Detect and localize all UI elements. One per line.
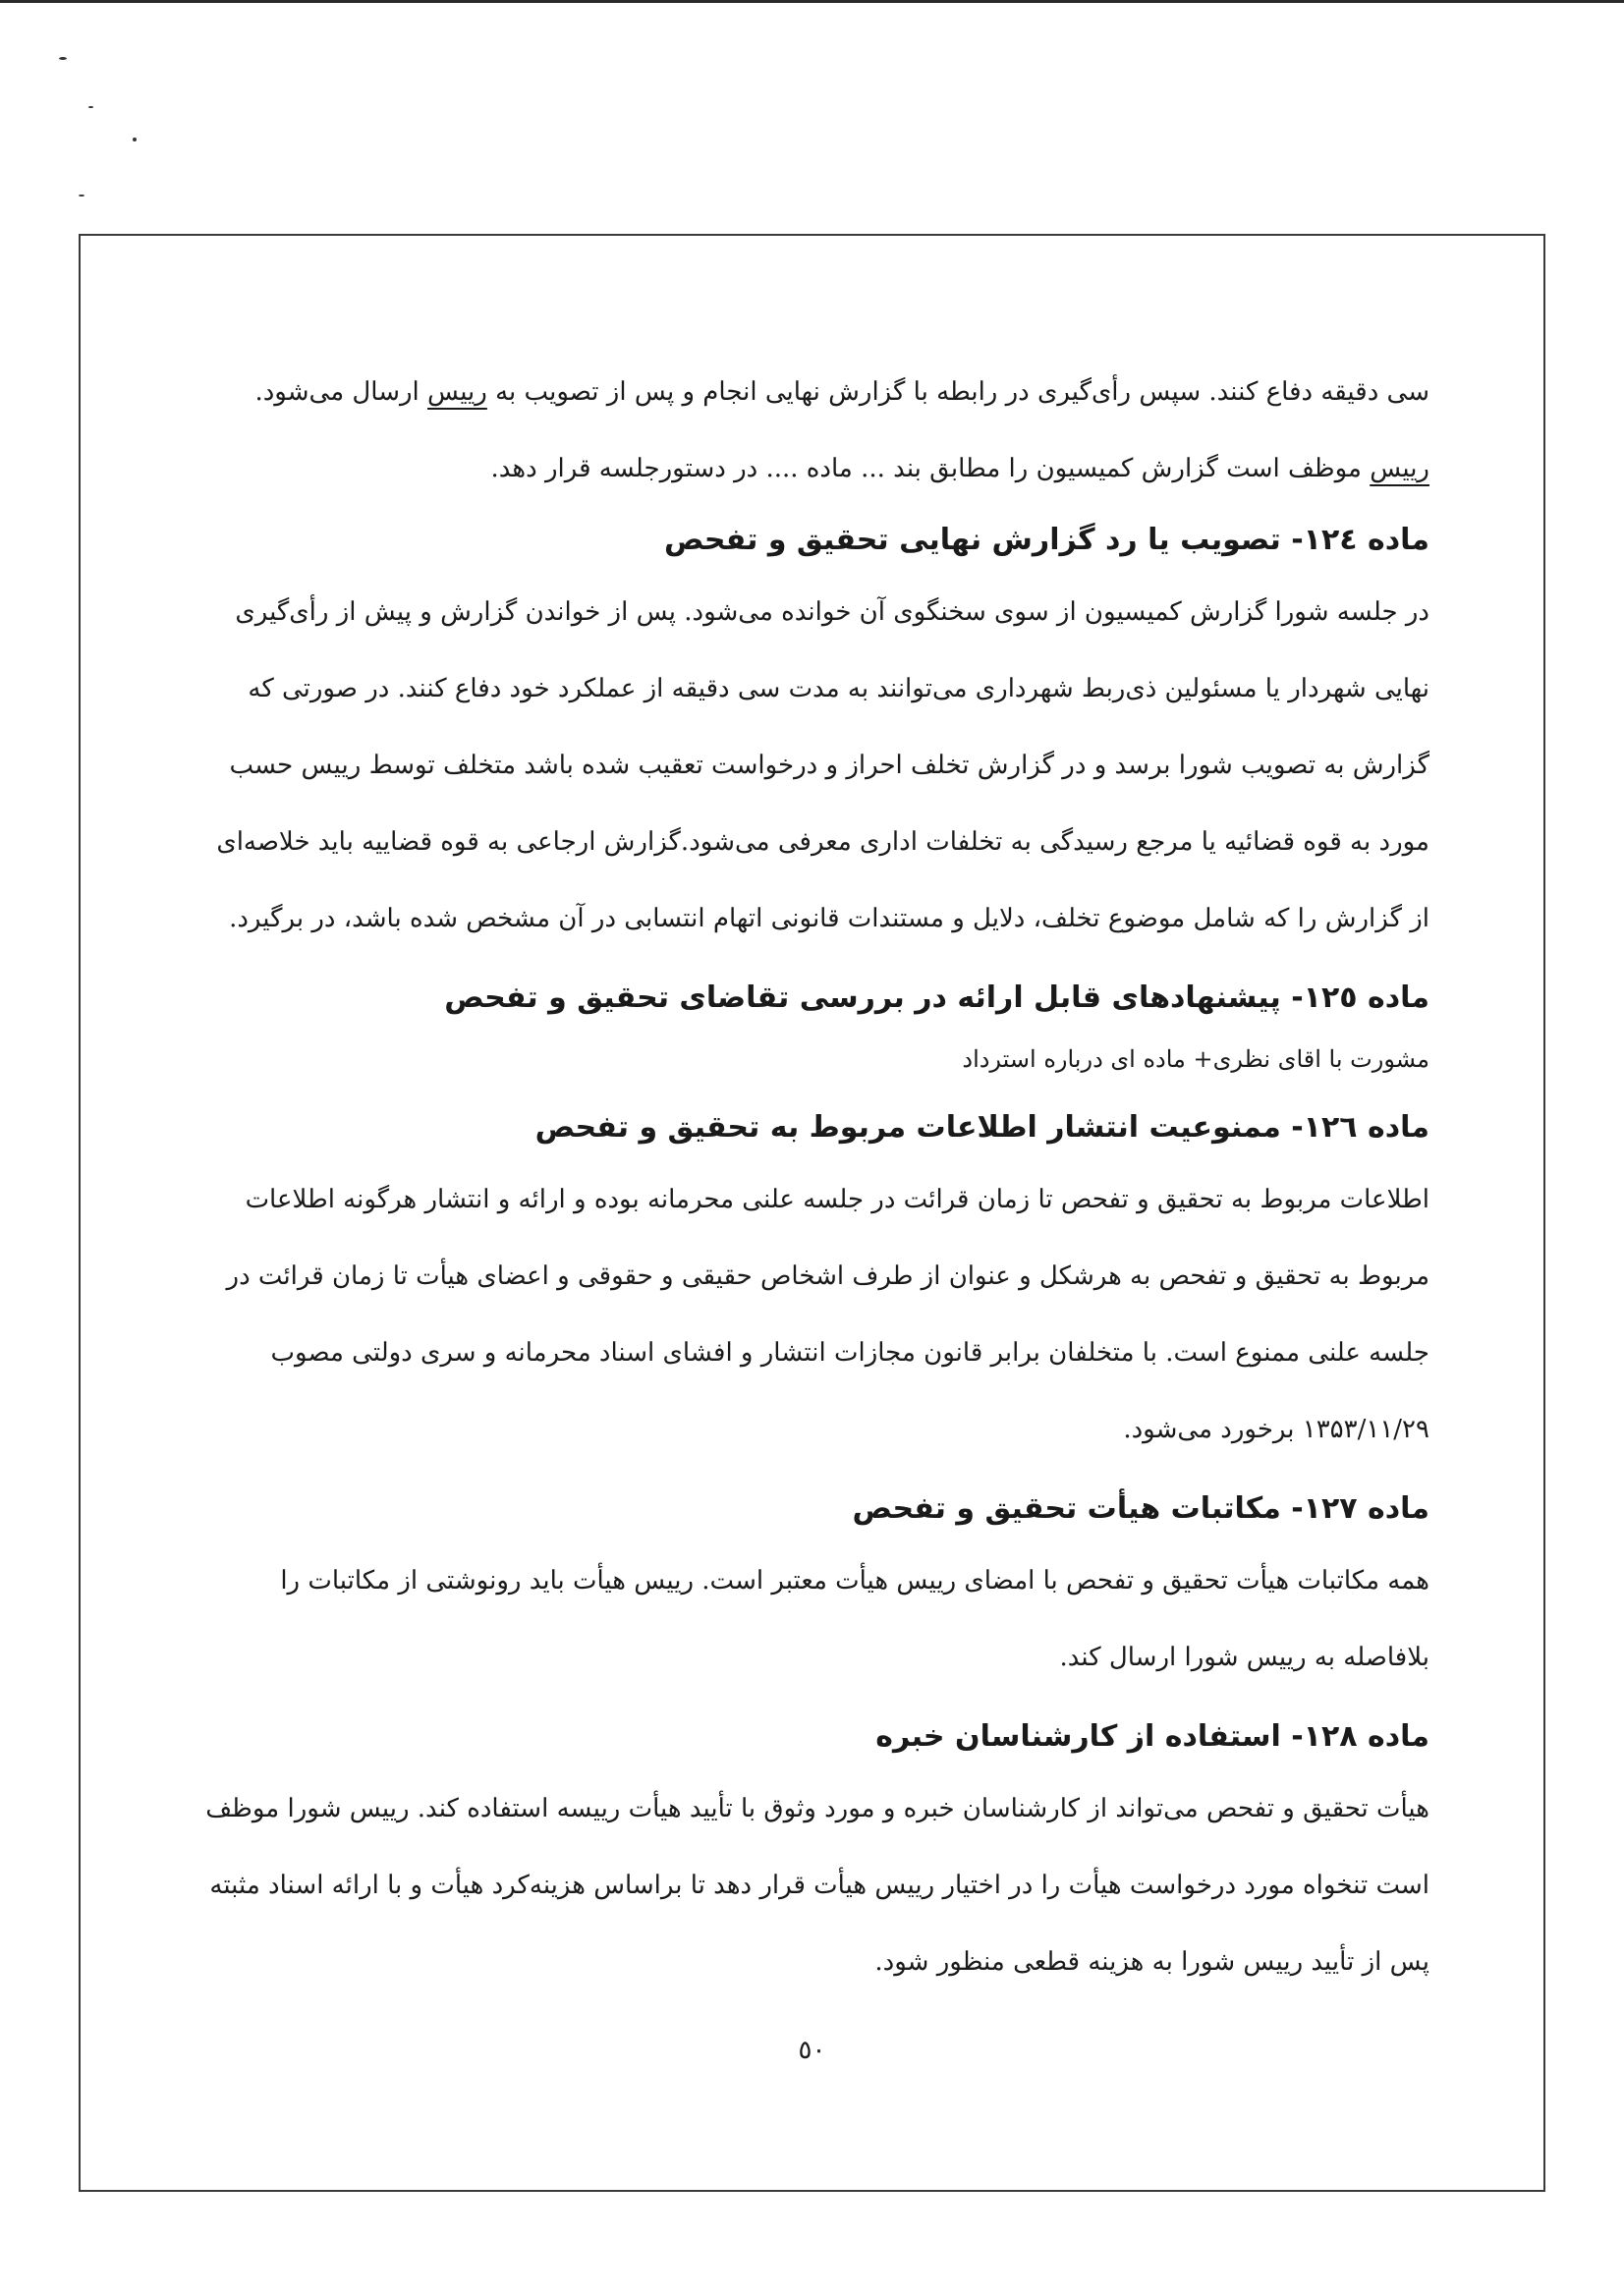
article-126-heading: ماده ۱۲٦- ممنوعیت انتشار اطلاعات مربوط به تحقیق و تفحص xyxy=(534,1110,1429,1145)
body-line: پس از تأیید رییس شورا به هزینه قطعی منظور شود. xyxy=(874,1947,1429,1977)
document-body xyxy=(196,354,1429,2000)
body-line: سی دقیقه دفاع کنند. سپس رأی‌گیری در رابطه با گزارش نهایی انجام و پس از تصویب به رییس ارسال می‌شود. xyxy=(254,377,1429,407)
scan-speck xyxy=(59,57,67,60)
body-line: بلافاصله به رییس شورا ارسال کند. xyxy=(1059,1643,1429,1672)
body-line: گزارش به تصویب شورا برسد و در گزارش تخلف احراز و درخواست تعقیب شده باشد متخلف توسط رییس حسب xyxy=(229,751,1429,780)
underlined-word: رییس xyxy=(1370,454,1429,483)
underlined-word: رییس xyxy=(427,377,487,407)
article-128-heading: ماده ۱۲۸- استفاده از کارشناسان خبره xyxy=(875,1719,1429,1754)
page-number: ٥٠ xyxy=(798,2036,826,2065)
scan-speck xyxy=(133,138,137,141)
article-127-heading: ماده ۱۲۷- مکاتبات هیأت تحقیق و تفحص xyxy=(852,1491,1429,1526)
body-line: همه مکاتبات هیأت تحقیق و تفحص با امضای رییس هیأت معتبر است. رییس هیأت باید رونوشتی از مکاتبات را xyxy=(280,1566,1429,1596)
body-line: رییس موظف است گزارش کمیسیون را مطابق بند ... ماده .... در دستورجلسه قرار دهد. xyxy=(490,454,1429,483)
note-line: مشورت با اقای نظری+ ماده ای درباره استرداد xyxy=(962,1045,1429,1073)
body-line: جلسه علنی ممنوع است. با متخلفان برابر قانون مجازات انتشار و افشای اسناد محرمانه و سری دولتی مصوب xyxy=(270,1338,1429,1368)
scan-speck xyxy=(88,106,93,108)
body-line: در جلسه شورا گزارش کمیسیون از سوی سخنگوی آن خوانده می‌شود. پس از خواندن گزارش و پیش از رأی‌گیری xyxy=(235,597,1429,627)
body-line: ۱۳۵۳/۱۱/۲۹ برخورد می‌شود. xyxy=(1123,1415,1429,1444)
article-124-heading: ماده ۱۲٤- تصویب یا رد گزارش نهایی تحقیق و تفحص xyxy=(663,523,1429,557)
body-line: مربوط به تحقیق و تفحص به هرشکل و عنوان از طرف اشخاص حقیقی و حقوقی و اعضای هیأت تا زمان قرائت در xyxy=(226,1261,1429,1291)
body-line: اطلاعات مربوط به تحقیق و تفحص تا زمان قرائت در جلسه علنی محرمانه بوده و ارائه و انتشار هرگونه اطلاعات xyxy=(245,1185,1429,1214)
body-line: مورد به قوه قضائیه یا مرجع رسیدگی به تخلفات اداری معرفی می‌شود.گزارش ارجاعی به قوه قضاییه باید خلاصه‌ای xyxy=(216,827,1429,857)
body-line: از گزارش را که شامل موضوع تخلف، دلایل و مستندات قانونی اتهام انتسابی در آن مشخص شده باشد، در برگیرد. xyxy=(229,904,1429,933)
scan-top-edge xyxy=(0,0,1624,3)
body-line: است تنخواه مورد درخواست هیأت را در اختیار رییس هیأت قرار دهد تا براساس هزینه‌کرد هیأت و با ارائه اسناد مثبته xyxy=(209,1871,1429,1900)
body-line: هیأت تحقیق و تفحص می‌تواند از کارشناسان خبره و مورد وثوق با تأیید هیأت رییسه استفاده کند. رییس شورا موظف xyxy=(205,1794,1429,1823)
body-line: نهایی شهردار یا مسئولین ذی‌ربط شهرداری می‌توانند به مدت سی دقیقه از عملکرد خود دفاع کنند. در صورتی که xyxy=(248,674,1429,703)
scan-speck xyxy=(79,195,84,196)
article-125-heading: ماده ۱۲٥- پیشنهادهای قابل ارائه در بررسی تقاضای تحقیق و تفحص xyxy=(444,980,1429,1015)
